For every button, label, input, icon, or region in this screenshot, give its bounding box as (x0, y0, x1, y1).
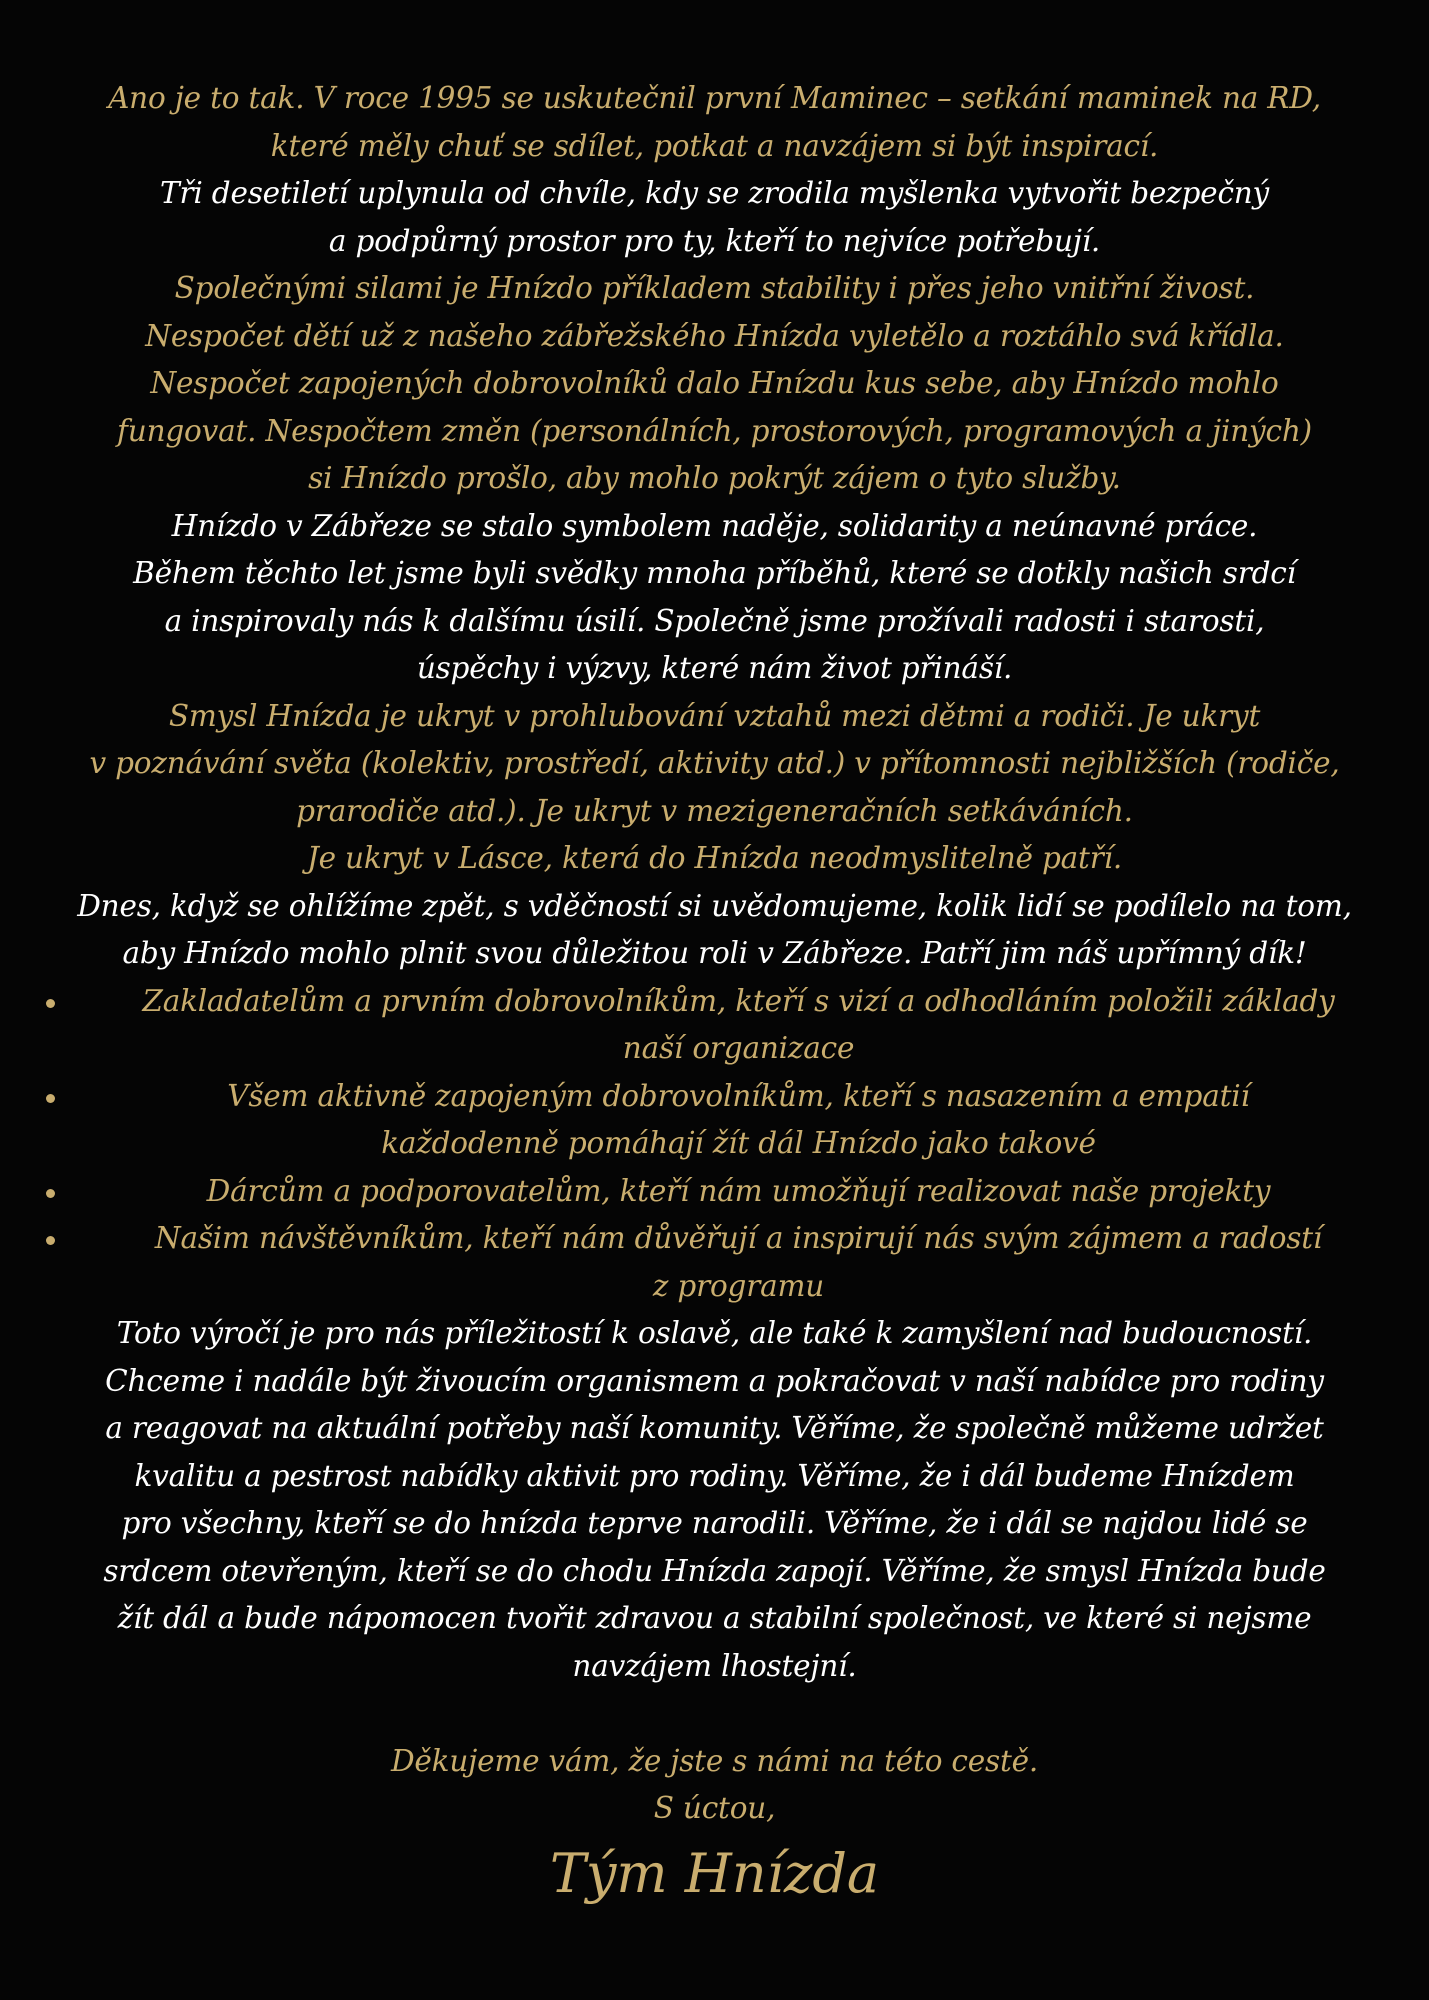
text-line: Smysl Hnízda je ukryt v prohlubování vztahů mezi dětmi a rodiči. Je ukryt (168, 698, 1261, 733)
text-line: Je ukryt v Lásce, která do Hnízda neodmyslitelně patří. (306, 841, 1123, 875)
divider (24, 1690, 1405, 1738)
list-item (24, 1168, 1405, 1216)
list-item (24, 1073, 1405, 1168)
text-line: Tři desetiletí uplynula od chvíle, kdy se zrodila myšlenka vytvořit bezpečný (159, 176, 1270, 210)
meaning-paragraph (24, 693, 1405, 883)
text-line: žít dál a bude nápomocen tvořit zdravou a stabilní společnost, ve které si nejsme (117, 1601, 1312, 1635)
text-line: Nespočet zapojených dobrovolníků dalo Hnízdu kus sebe, aby Hnízdo mohlo (150, 366, 1279, 400)
closing (24, 1738, 1405, 1913)
text-line: Společnými silami je Hnízdo příkladem stability i přes jeho vnitřní živost. (174, 271, 1255, 305)
text-line: aby Hnízdo mohlo plnit svou důležitou roli v Zábřeze. Patří jim náš upřímný dík! (122, 936, 1307, 970)
text-line: Ano je to tak. V roce 1995 se uskutečnil první Maminec – setkání maminek na RD, (108, 81, 1321, 115)
text-line: které měly chuť se sdílet, potkat a navzájem si být inspirací. (270, 128, 1159, 163)
bullet-icon (46, 999, 55, 1008)
text-line: naší organizace (622, 1031, 855, 1065)
text-line: a podpůrný prostor pro ty, kteří to nejvíce potřebují. (328, 223, 1101, 258)
text-line: pro všechny, kteří se do hnízda teprve narodili. Věříme, že i dál se najdou lidé se (121, 1506, 1308, 1540)
text-line: v poznávání světa (kolektiv, prostředí, aktivity atd.) v přítomnosti nejbližších (rodiče, (89, 746, 1340, 780)
signature: Tým Hnízda (549, 1841, 880, 1905)
text-line: Během těchto let jsme byli svědky mnoha příběhů, které se dotkly našich srdcí (133, 556, 1296, 590)
text-line: si Hnízdo prošlo, aby mohlo pokrýt zájem o tyto služby. (308, 461, 1121, 495)
future-paragraph (24, 1310, 1405, 1690)
anniversary-paragraph (24, 170, 1405, 265)
closing-thanks: Děkujeme vám, že jste s námi na této cestě. (390, 1743, 1039, 1778)
thanks-list (24, 978, 1405, 1311)
text-line: navzájem lhostejní. (572, 1648, 857, 1683)
intro-paragraph (24, 75, 1405, 170)
text-line: a inspirovaly nás k dalšímu úsilí. Společně jsme prožívali radosti i starosti, (164, 603, 1265, 638)
text-line: srdcem otevřeným, kteří se do chodu Hnízda zapojí. Věříme, že smysl Hnízda bude (103, 1553, 1326, 1588)
gratitude-paragraph (24, 883, 1405, 978)
closing-regards: S úctou, (653, 1791, 776, 1825)
text-line: Chceme i nadále být živoucím organismem a pokračovat v naší nabídce pro rodiny (105, 1363, 1324, 1398)
text-line: Toto výročí je pro nás příležitostí k oslavě, ale také k zamyšlení nad budoucností. (116, 1316, 1313, 1350)
text-line: Našim návštěvníkům, kteří nám důvěřují a inspirují nás svým zájmem a radostí (154, 1221, 1323, 1255)
text-line: fungovat. Nespočtem změn (personálních, prostorových, programových a jiných) (117, 413, 1312, 448)
text-line: Nespočet dětí už z našeho zábřežského Hnízda vyletělo a roztáhlo svá křídla. (145, 318, 1284, 353)
text-line: Všem aktivně zapojeným dobrovolníkům, kteří s nasazením a empatií (227, 1078, 1250, 1113)
text-line: každodenně pomáhají žít dál Hnízdo jako takové (381, 1126, 1096, 1160)
stability-paragraph (24, 265, 1405, 503)
text-line: prarodiče atd.). Je ukryt v mezigeneračních setkáváních. (296, 793, 1133, 828)
text-line: Zakladatelům a prvním dobrovolníkům, kteří s vizí a odhodláním položili základy (142, 983, 1335, 1018)
text-line: Dnes, když se ohlížíme zpět, s vděčností si uvědomujeme, kolik lidí se podílelo na tom, (77, 888, 1352, 923)
text-line: kvalitu a pestrost nabídky aktivit pro rodiny. Věříme, že i dál budeme Hnízdem (134, 1458, 1295, 1493)
text-line: Dárcům a podporovatelům, kteří nám umožňují realizovat naše projekty (206, 1173, 1271, 1208)
bullet-icon (46, 1094, 55, 1103)
bullet-icon (46, 1236, 55, 1245)
text-line: úspěchy i výzvy, které nám život přináší. (416, 651, 1013, 685)
list-item (24, 1215, 1405, 1310)
text-line: Hnízdo v Zábřeze se stalo symbolem naděje, solidarity a neúnavné práce. (171, 508, 1258, 543)
text-line: z programu (652, 1268, 825, 1303)
bullet-icon (46, 1189, 55, 1198)
symbol-paragraph (24, 503, 1405, 693)
list-item (24, 978, 1405, 1073)
text-line: a reagovat na aktuální potřeby naší komunity. Věříme, že společně můžeme udržet (105, 1411, 1324, 1445)
